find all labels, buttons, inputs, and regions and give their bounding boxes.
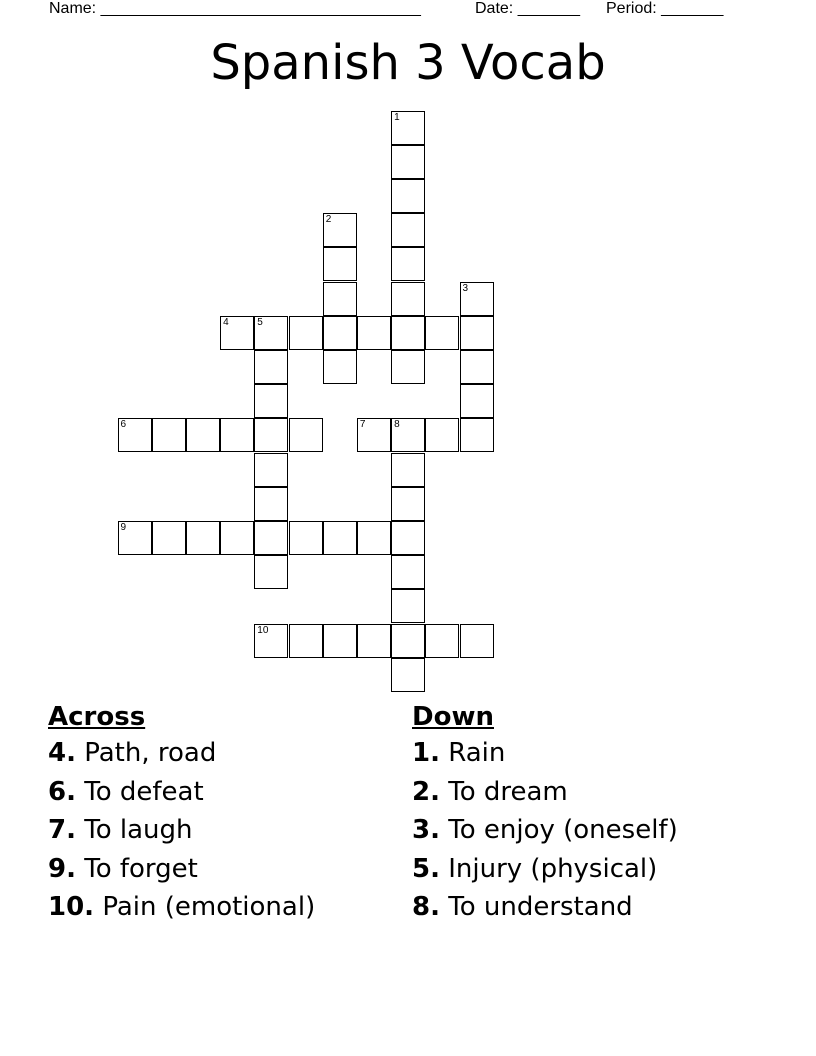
grid-cell[interactable] bbox=[323, 521, 357, 555]
clue-across-4 bbox=[48, 734, 315, 773]
grid-cell[interactable] bbox=[391, 350, 425, 384]
clue-number: 5. bbox=[412, 853, 440, 884]
clue-number-label: 6 bbox=[120, 419, 127, 431]
grid-cell[interactable] bbox=[391, 453, 425, 487]
grid-cell[interactable] bbox=[254, 555, 288, 589]
clue-down-1 bbox=[412, 734, 678, 773]
clue-number-label: 8 bbox=[394, 419, 400, 431]
grid-cell[interactable] bbox=[391, 589, 425, 623]
grid-cell[interactable] bbox=[323, 350, 357, 384]
across-clues bbox=[48, 700, 315, 927]
clue-text: Injury (physical) bbox=[439, 853, 658, 884]
grid-cell[interactable] bbox=[391, 521, 425, 555]
grid-cell[interactable] bbox=[391, 247, 425, 281]
clue-number: 4. bbox=[48, 738, 76, 768]
clue-number: 1. bbox=[412, 738, 440, 768]
clue-number-label: 2 bbox=[325, 214, 332, 226]
grid-cell[interactable] bbox=[460, 316, 494, 350]
clue-across-6 bbox=[48, 773, 315, 812]
grid-cell[interactable] bbox=[254, 350, 288, 384]
clue-text: Rain bbox=[439, 738, 506, 768]
grid-cell[interactable] bbox=[254, 453, 288, 487]
grid-cell[interactable] bbox=[391, 418, 425, 452]
grid-cell[interactable] bbox=[186, 521, 220, 555]
clue-number: 9. bbox=[48, 853, 76, 884]
clue-text: Path, road bbox=[75, 738, 217, 768]
grid-cell[interactable] bbox=[357, 624, 391, 658]
grid-cell[interactable] bbox=[460, 384, 494, 418]
clue-number-label: 7 bbox=[359, 419, 366, 431]
clue-number-label: 10 bbox=[257, 624, 269, 636]
grid-cell[interactable] bbox=[323, 624, 357, 658]
grid-cell[interactable] bbox=[425, 316, 459, 350]
grid-cell[interactable] bbox=[425, 418, 459, 452]
grid-cell[interactable] bbox=[289, 521, 323, 555]
clue-number: 6. bbox=[48, 776, 76, 807]
clue-number: 10. bbox=[48, 892, 95, 922]
clue-number: 8. bbox=[412, 892, 440, 922]
name-field-label[interactable]: Name: ____________________________________ bbox=[49, 0, 421, 17]
clue-text: To forget bbox=[75, 853, 198, 884]
grid-cell[interactable] bbox=[323, 316, 357, 350]
grid-cell[interactable] bbox=[460, 350, 494, 384]
clue-down-3 bbox=[412, 811, 678, 850]
grid-cell[interactable] bbox=[391, 282, 425, 316]
grid-cell[interactable] bbox=[254, 316, 288, 350]
clue-number-label: 1 bbox=[394, 111, 400, 123]
date-field-label[interactable]: Date: _______ bbox=[475, 0, 580, 17]
grid-cell[interactable] bbox=[220, 316, 254, 350]
grid-cell[interactable] bbox=[118, 521, 152, 555]
grid-cell[interactable] bbox=[357, 418, 391, 452]
clue-number: 2. bbox=[412, 776, 440, 807]
clue-down-8 bbox=[412, 888, 678, 927]
student-info-header bbox=[49, 0, 749, 20]
clue-number-label: 9 bbox=[120, 521, 127, 533]
grid-cell[interactable] bbox=[254, 624, 288, 658]
grid-cell[interactable] bbox=[323, 282, 357, 316]
clue-text: To defeat bbox=[75, 776, 204, 807]
grid-cell[interactable] bbox=[391, 111, 425, 145]
grid-cell[interactable] bbox=[391, 179, 425, 213]
grid-cell[interactable] bbox=[357, 521, 391, 555]
grid-cell[interactable] bbox=[118, 418, 152, 452]
grid-cell[interactable] bbox=[391, 213, 425, 247]
clue-number-label: 4 bbox=[223, 316, 229, 328]
grid-cell[interactable] bbox=[220, 418, 254, 452]
clue-across-7 bbox=[48, 811, 315, 850]
grid-cell[interactable] bbox=[186, 418, 220, 452]
clue-across-10 bbox=[48, 888, 315, 927]
grid-cell[interactable] bbox=[152, 418, 186, 452]
grid-cell[interactable] bbox=[289, 624, 323, 658]
grid-cell[interactable] bbox=[425, 624, 459, 658]
grid-cell[interactable] bbox=[323, 247, 357, 281]
grid-cell[interactable] bbox=[460, 418, 494, 452]
grid-cell[interactable] bbox=[254, 487, 288, 521]
clue-number: 7. bbox=[48, 815, 76, 845]
clue-number: 3. bbox=[412, 815, 440, 845]
clue-text: To laugh bbox=[75, 815, 193, 845]
clue-number-label: 5 bbox=[257, 316, 263, 328]
grid-cell[interactable] bbox=[391, 624, 425, 658]
clue-number-label: 3 bbox=[462, 282, 469, 294]
grid-cell[interactable] bbox=[391, 555, 425, 589]
grid-cell[interactable] bbox=[254, 418, 288, 452]
clue-across-9 bbox=[48, 850, 315, 889]
grid-cell[interactable] bbox=[289, 316, 323, 350]
grid-cell[interactable] bbox=[357, 316, 391, 350]
clue-text: To enjoy (oneself) bbox=[439, 815, 678, 845]
grid-cell[interactable] bbox=[323, 213, 357, 247]
grid-cell[interactable] bbox=[460, 624, 494, 658]
down-clues bbox=[412, 700, 678, 927]
grid-cell[interactable] bbox=[152, 521, 186, 555]
grid-cell[interactable] bbox=[220, 521, 254, 555]
clue-text: To understand bbox=[439, 892, 633, 922]
grid-cell[interactable] bbox=[391, 658, 425, 692]
grid-cell[interactable] bbox=[289, 418, 323, 452]
page-title: Spanish 3 Vocab bbox=[210, 35, 606, 91]
grid-cell[interactable] bbox=[391, 487, 425, 521]
clue-down-2 bbox=[412, 773, 678, 812]
grid-cell[interactable] bbox=[391, 316, 425, 350]
grid-cell[interactable] bbox=[254, 384, 288, 418]
grid-cell[interactable] bbox=[391, 145, 425, 179]
across-heading: Across bbox=[48, 702, 146, 732]
down-heading: Down bbox=[412, 702, 494, 732]
period-field-label[interactable]: Period: _______ bbox=[606, 0, 724, 17]
grid-cell[interactable] bbox=[254, 521, 288, 555]
clue-text: To dream bbox=[439, 776, 568, 807]
grid-cell[interactable] bbox=[460, 282, 494, 316]
clue-down-5 bbox=[412, 850, 678, 889]
clue-text: Pain (emotional) bbox=[94, 892, 316, 922]
